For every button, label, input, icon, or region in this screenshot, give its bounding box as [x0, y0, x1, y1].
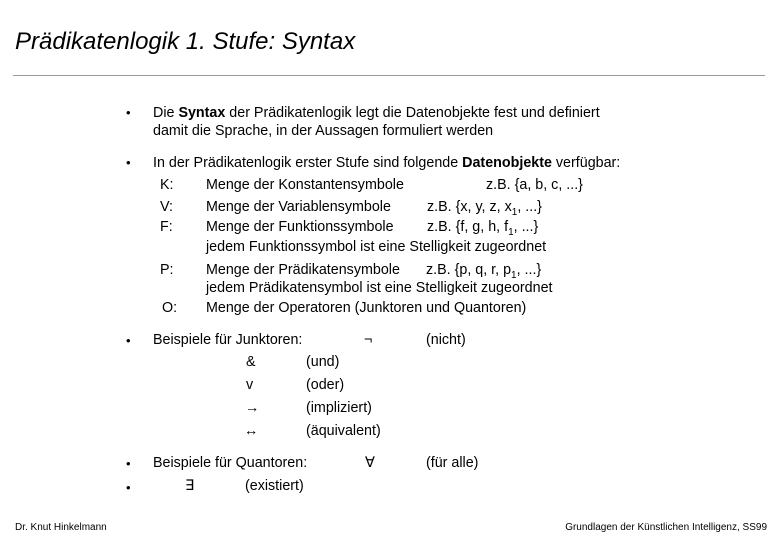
bullet-3-marker: •: [126, 333, 131, 348]
slide-title: Prädikatenlogik 1. Stufe: Syntax: [15, 28, 356, 55]
label-p: P:: [160, 262, 174, 278]
title-divider: [13, 75, 765, 76]
footer-author: Dr. Knut Hinkelmann: [15, 522, 107, 533]
example-f-sub: 1: [508, 226, 514, 238]
label-f: F:: [160, 219, 173, 235]
bullet-5-marker: •: [126, 480, 131, 495]
bullet-2-heading: [153, 154, 620, 172]
bullet-1-line2: damit die Sprache, in der Aussagen formuliert werden: [153, 123, 494, 139]
bullet-4-marker: •: [126, 456, 131, 471]
bullet-2-bold: Datenobjekte: [462, 155, 552, 171]
desc-k: Menge der Konstantensymbole: [206, 177, 404, 193]
label-k: K:: [160, 177, 174, 193]
junktor-symbol-not: ¬: [364, 332, 373, 348]
quantor-symbol-exists: ∃: [185, 478, 195, 494]
desc-p: Menge der Prädikatensymbole: [206, 262, 400, 278]
example-p-post: , ...}: [516, 262, 542, 278]
note-p: jedem Prädikatensymbol ist eine Stelligkeit zugeordnet: [206, 280, 553, 296]
example-k: z.B. {a, b, c, ...}: [486, 177, 583, 193]
bullet-1-line1: [153, 104, 600, 122]
example-p-pre: z.B. {p, q, r, p: [426, 262, 512, 278]
quantor-name-exists: (existiert): [245, 478, 304, 494]
bullet-1-post: der Prädikatenlogik legt die Datenobjekte fest und definiert: [225, 105, 600, 121]
junktor-name-implies: (impliziert): [306, 400, 372, 416]
bullet-1-marker: •: [126, 105, 131, 120]
junktor-name-not: (nicht): [426, 332, 466, 348]
quantor-name-forall: (für alle): [426, 455, 479, 471]
junktor-name-equiv: (äquivalent): [306, 423, 381, 439]
junktor-symbol-or: v: [246, 377, 254, 393]
example-v-post: , ...}: [517, 199, 542, 215]
quantor-symbol-forall: ∀: [365, 455, 375, 471]
junktor-symbol-and: &: [246, 354, 256, 370]
note-f: jedem Funktionssymbol ist eine Stelligkeit zugeordnet: [206, 239, 547, 255]
example-f-pre: z.B. {f, g, h, f: [427, 219, 509, 235]
quantoren-label: Beispiele für Quantoren:: [153, 455, 308, 471]
desc-f: Menge der Funktionssymbole: [206, 219, 394, 235]
bullet-1-bold: Syntax: [178, 105, 226, 121]
example-f-post: , ...}: [513, 219, 539, 235]
example-p-sub: 1: [511, 269, 517, 281]
bullet-1-pre: Die: [153, 105, 179, 121]
junktor-name-and: (und): [306, 354, 340, 370]
desc-o: Menge der Operatoren (Junktoren und Quantoren): [206, 300, 527, 316]
bullet-2-marker: •: [126, 155, 131, 170]
bullet-2-pre: In der Prädikatenlogik erster Stufe sind folgende: [153, 155, 463, 171]
bullet-2-post: verfügbar:: [551, 155, 621, 171]
label-v: V:: [160, 199, 173, 215]
junktor-name-or: (oder): [306, 377, 345, 393]
junktoren-label: Beispiele für Junktoren:: [153, 332, 303, 348]
desc-v: Menge der Variablensymbole: [206, 199, 391, 215]
label-o: O:: [162, 300, 178, 316]
example-v-sub: 1: [511, 206, 518, 218]
junktor-symbol-implies: →: [245, 400, 260, 416]
example-v-pre: z.B. {x, y, z, x: [427, 199, 512, 215]
junktor-symbol-equiv: ↔: [244, 423, 259, 439]
footer-course: Grundlagen der Künstlichen Intelligenz, SS99: [565, 522, 767, 533]
